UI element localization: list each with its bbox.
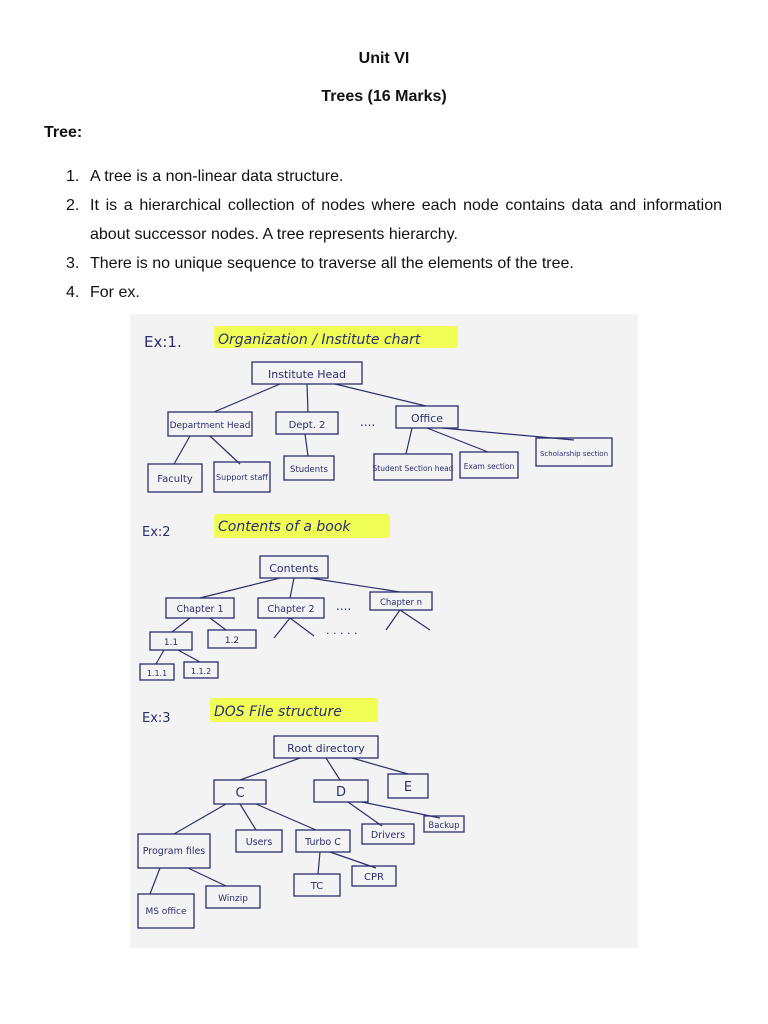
ch2-children-dots: . . . . . [326, 624, 358, 637]
node-cpr: CPR [364, 872, 384, 883]
ex2-caption: Contents of a book [218, 519, 351, 535]
node-students: Students [290, 465, 328, 475]
node-1-2: 1.2 [224, 636, 240, 646]
node-chapter-n: Chapter n [379, 598, 423, 608]
topic-title: Trees (16 Marks) [321, 88, 447, 105]
node-tc: TC [310, 881, 324, 892]
list-item: 4. For ex. [66, 284, 140, 301]
node-chapter-1: Chapter 1 [176, 604, 224, 615]
ex1-label: Ex:1. [144, 333, 182, 351]
ex2-label: Ex:2 [142, 525, 171, 540]
node-student-section-head: Student Section head [372, 464, 454, 473]
node-ms-office: MS office [145, 907, 187, 917]
node-winzip: Winzip [218, 894, 248, 904]
node-support-staff: Support staff [216, 473, 268, 482]
list-item: 2. It is a hierarchical collection of nodes where each node contains data and information about successor nodes. A tree represents hierarchy. [66, 197, 722, 243]
node-d: D [335, 785, 347, 800]
ex1-caption: Organization / Institute chart [218, 332, 421, 348]
ex2-tree [140, 556, 432, 680]
section-heading: Tree: [44, 124, 83, 141]
node-1-1-2: 1.1.2 [190, 667, 212, 676]
ex3-label: Ex:3 [142, 711, 171, 726]
node-users: Users [245, 837, 273, 848]
ex3-tree [138, 736, 464, 928]
ex3-caption: DOS File structure [214, 704, 342, 720]
tree-diagrams [130, 314, 638, 948]
node-c: C [235, 786, 245, 801]
node-scholarship-section: Scholarship section [539, 450, 609, 458]
handwritten-tree-examples-photo [130, 314, 638, 948]
node-dept-2: Dept. 2 [288, 420, 326, 431]
node-office: Office [410, 412, 444, 425]
node-turbo-c: Turbo C [305, 837, 341, 848]
ex1-tree [148, 362, 612, 492]
node-department-head: Department Head [169, 421, 251, 431]
node-exam-section: Exam section [463, 462, 515, 471]
node-chapter-2: Chapter 2 [267, 604, 315, 615]
node-faculty: Faculty [157, 474, 193, 485]
node-institute-head: Institute Head [268, 368, 346, 381]
node-1-1: 1.1 [163, 638, 179, 648]
list-item: 3. There is no unique sequence to traverse all the elements of the tree. [66, 255, 574, 272]
list-item: 1. A tree is a non-linear data structure. [66, 168, 344, 185]
node-ch-ellipsis: .... [336, 599, 352, 613]
node-drivers: Drivers [370, 830, 406, 841]
node-root-directory: Root directory [287, 742, 365, 755]
node-e: E [403, 780, 413, 795]
node-1-1-1: 1.1.1 [146, 669, 168, 678]
node-backup: Backup [428, 821, 460, 831]
node-ellipsis: .... [360, 415, 376, 429]
unit-title: Unit VI [358, 50, 410, 67]
node-contents: Contents [269, 562, 319, 575]
node-program-files: Program files [142, 846, 206, 857]
definition-list [66, 162, 722, 307]
